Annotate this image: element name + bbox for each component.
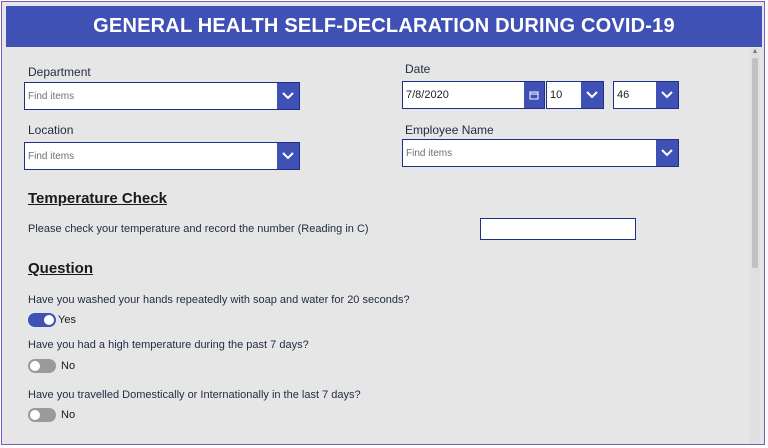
toggle-knob <box>30 361 40 371</box>
page-title-text: GENERAL HEALTH SELF-DECLARATION DURING COVID-19 <box>93 15 675 37</box>
page-title <box>6 6 762 47</box>
app-frame <box>1 1 765 445</box>
temperature-input[interactable] <box>480 218 636 240</box>
question-3-answer: No <box>61 409 76 421</box>
vertical-scrollbar[interactable] <box>750 48 760 444</box>
question-1-answer: Yes <box>58 314 76 326</box>
chevron-down-icon[interactable] <box>656 82 678 108</box>
chevron-down-icon[interactable] <box>277 83 299 109</box>
scroll-up-arrow-icon[interactable]: ▲ <box>751 48 759 55</box>
question-1-toggle[interactable] <box>28 313 56 327</box>
temperature-prompt: Please check your temperature and record the number (Reading in C) <box>28 223 369 235</box>
toggle-knob <box>44 315 54 325</box>
question-2-answer: No <box>61 360 76 372</box>
location-placeholder: Find items <box>28 150 75 162</box>
question-2-text: Have you had a high temperature during the past 7 days? <box>28 339 309 351</box>
date-value: 7/8/2020 <box>406 89 449 101</box>
chevron-down-icon[interactable] <box>656 140 678 166</box>
location-combobox[interactable] <box>24 142 300 170</box>
question-section-title: Question <box>28 260 94 277</box>
department-placeholder: Find items <box>28 90 75 102</box>
department-combobox[interactable] <box>24 82 300 110</box>
question-3-text: Have you travelled Domestically or Internationally in the last 7 days? <box>28 389 361 401</box>
employee-name-label: Employee Name <box>405 123 494 137</box>
question-2-toggle[interactable] <box>28 359 56 373</box>
calendar-icon[interactable] <box>524 82 544 108</box>
chevron-down-icon[interactable] <box>581 82 603 108</box>
scrollbar-thumb[interactable] <box>752 58 758 268</box>
date-label: Date <box>405 62 431 76</box>
employee-name-combobox[interactable] <box>402 139 679 167</box>
location-label: Location <box>28 123 74 137</box>
minute-dropdown[interactable] <box>613 81 679 109</box>
question-1-text: Have you washed your hands repeatedly with soap and water for 20 seconds? <box>28 294 410 306</box>
date-picker[interactable] <box>402 81 545 109</box>
employee-name-placeholder: Find items <box>406 147 453 159</box>
minute-value: 46 <box>617 89 630 101</box>
question-3-toggle[interactable] <box>28 408 56 422</box>
toggle-knob <box>30 410 40 420</box>
temperature-section-title: Temperature Check <box>28 190 167 207</box>
hour-value: 10 <box>550 89 563 101</box>
hour-dropdown[interactable] <box>546 81 604 109</box>
form-area <box>6 48 754 444</box>
department-label: Department <box>28 65 91 79</box>
chevron-down-icon[interactable] <box>277 143 299 169</box>
